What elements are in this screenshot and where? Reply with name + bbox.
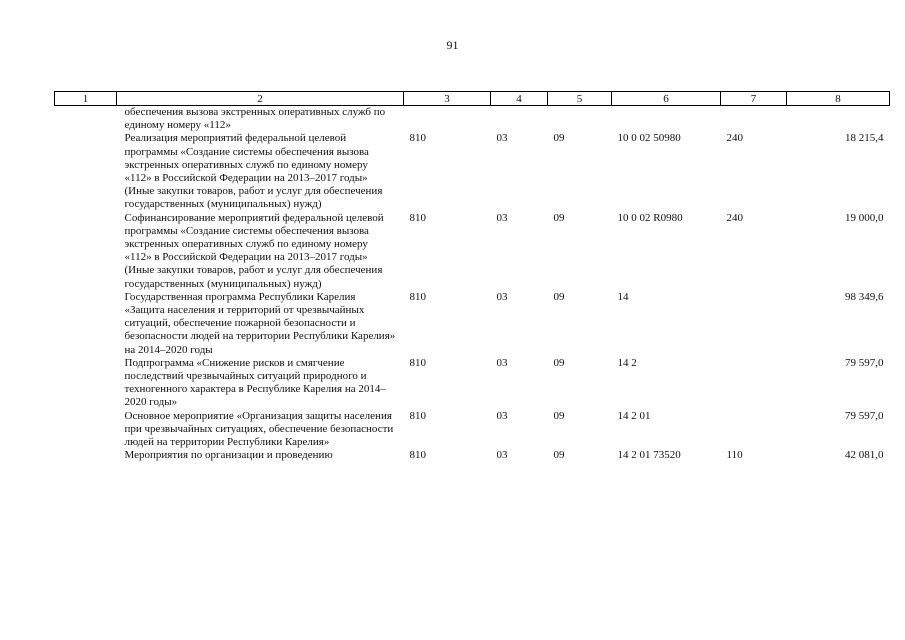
column-header-7: 7: [721, 92, 787, 106]
row-description: Мероприятия по организации и проведению: [124, 449, 333, 462]
target-article-code: 10 0 02 R0980: [617, 211, 683, 224]
table-row: [55, 106, 890, 133]
table-row: [55, 212, 890, 291]
expense-type-code: 110: [726, 449, 743, 462]
budget-table: [54, 91, 890, 462]
target-article-code: 14 2: [617, 356, 637, 369]
amount: 79 597,0: [845, 356, 884, 369]
target-article-code: [612, 106, 721, 133]
subsection-code: 09: [553, 211, 565, 224]
section-code: 03: [496, 290, 508, 303]
admin-code: 810: [409, 409, 426, 422]
section-code: 03: [496, 211, 508, 224]
page-number: 91: [446, 38, 459, 52]
expense-type-code: 240: [726, 211, 743, 224]
table-row: [55, 291, 890, 357]
admin-code: 810: [409, 356, 426, 369]
amount: 79 597,0: [845, 409, 884, 422]
target-article-code: 14 2 01 73520: [617, 449, 681, 462]
section-code: 03: [496, 449, 508, 462]
column-header-6: 6: [612, 92, 721, 106]
expense-type-code: [721, 106, 787, 133]
subsection-code: 09: [553, 409, 565, 422]
column-header-2: 2: [117, 92, 404, 106]
admin-code: 810: [409, 132, 426, 145]
table-row: [55, 357, 890, 410]
row-description: Государственная программа Республики Карелия «Защита населения и территорий от чрезвычайных ситуаций, обеспечение пожарной безопасности и безопасности людей на территории Республики Карелия» на 2014–2020 годы: [124, 290, 396, 356]
target-article-code: 10 0 02 50980: [617, 132, 681, 145]
row-description: Софинансирование мероприятий федеральной целевой программы «Создание системы обеспечения вызова экстренных оперативных служб по единому номеру «112» в Российской Федерации на 2013–2017 годы» (Иные закупки товаров, работ и услуг для обеспечения государственных (муниципальных) нужд): [124, 211, 384, 290]
subsection-code: 09: [553, 449, 565, 462]
section-code: [491, 106, 548, 133]
row-number-cell: [55, 132, 117, 211]
column-header-5: 5: [548, 92, 612, 106]
admin-code: [404, 106, 491, 133]
subsection-code: 09: [553, 132, 565, 145]
expense-type-code: [721, 291, 787, 357]
admin-code: 810: [409, 290, 426, 303]
table-row: [55, 410, 890, 450]
expense-type-code: [721, 410, 787, 450]
subsection-code: [548, 106, 612, 133]
row-number-cell: [55, 212, 117, 291]
section-code: 03: [496, 356, 508, 369]
table-row: [55, 132, 890, 211]
column-number-row: [55, 92, 890, 106]
admin-code: 810: [409, 211, 426, 224]
row-number-cell: [55, 357, 117, 410]
column-header-8: 8: [787, 92, 890, 106]
row-number-cell: [55, 410, 117, 450]
row-number-cell: [55, 106, 117, 133]
amount: 98 349,6: [845, 290, 884, 303]
amount: [787, 106, 890, 133]
target-article-code: 14 2 01: [617, 409, 651, 422]
amount: 19 000,0: [845, 211, 884, 224]
amount: 42 081,0: [845, 449, 884, 462]
row-number-cell: [55, 449, 117, 462]
expense-type-code: [721, 357, 787, 410]
row-description: обеспечения вызова экстренных оперативных служб по единому номеру «112»: [124, 106, 386, 132]
admin-code: 810: [409, 449, 426, 462]
subsection-code: 09: [553, 290, 565, 303]
section-code: 03: [496, 132, 508, 145]
subsection-code: 09: [553, 356, 565, 369]
table-row: [55, 449, 890, 462]
column-header-1: 1: [55, 92, 117, 106]
row-description: Реализация мероприятий федеральной целевой программы «Создание системы обеспечения вызова экстренных оперативных служб по единому номеру «112» в Российской Федерации на 2013–2017 годы» (Иные закупки товаров, работ и услуг для обеспечения государственных (муниципальных) нужд): [124, 132, 383, 211]
row-description: Основное мероприятие «Организация защиты населения при чрезвычайных ситуациях, обеспечение безопасности людей на территории Республики Карелия»: [124, 409, 394, 449]
row-description: Подпрограмма «Снижение рисков и смягчение последствий чрезвычайных ситуаций природного и техногенного характера в Республике Карелия на 2014–2020 годы»: [124, 356, 386, 409]
amount: 18 215,4: [845, 132, 884, 145]
section-code: 03: [496, 409, 508, 422]
column-header-3: 3: [404, 92, 491, 106]
target-article-code: 14: [617, 290, 629, 303]
column-header-4: 4: [491, 92, 548, 106]
expense-type-code: 240: [726, 132, 743, 145]
row-number-cell: [55, 291, 117, 357]
